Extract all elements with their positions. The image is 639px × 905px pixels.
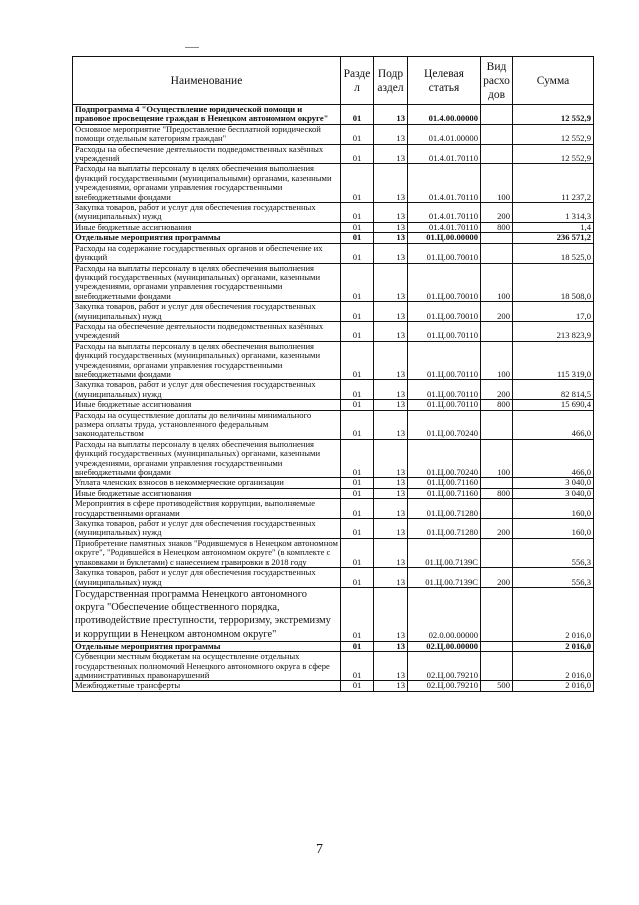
row-tselevaya-statya: 01.Ц.00.70010	[408, 263, 481, 302]
row-razdel: 01	[341, 410, 374, 439]
row-tselevaya-statya: 01.Ц.00.71280	[408, 519, 481, 539]
table-row	[73, 302, 594, 322]
table-body	[73, 105, 594, 692]
row-name: Уплата членских взносов в некоммерческие организации	[73, 478, 341, 488]
row-summa: 3 040,0	[513, 488, 594, 498]
table-row	[73, 410, 594, 439]
table-row	[73, 519, 594, 539]
row-tselevaya-statya: 01.Ц.00.70110	[408, 321, 481, 341]
row-razdel: 01	[341, 243, 374, 263]
row-summa: 12 552,9	[513, 144, 594, 164]
row-podrazdel: 13	[374, 499, 408, 519]
row-razdel: 01	[341, 302, 374, 322]
row-summa: 18 525,0	[513, 243, 594, 263]
table-row	[73, 203, 594, 223]
row-podrazdel: 13	[374, 587, 408, 641]
table-row	[73, 499, 594, 519]
row-tselevaya-statya: 01.4.01.70110	[408, 164, 481, 203]
row-razdel: 01	[341, 203, 374, 223]
row-vid-raskhodov: 200	[481, 302, 513, 322]
row-name: Межбюджетные трансферты	[73, 681, 341, 691]
row-tselevaya-statya: 01.Ц.00.70010	[408, 243, 481, 263]
row-vid-raskhodov	[481, 233, 513, 243]
row-vid-raskhodov	[481, 105, 513, 125]
row-podrazdel: 13	[374, 222, 408, 232]
row-name: Расходы на обеспечение деятельности подведомственных казённых учреждений	[73, 144, 341, 164]
row-podrazdel: 13	[374, 144, 408, 164]
row-vid-raskhodov	[481, 243, 513, 263]
row-razdel: 01	[341, 233, 374, 243]
row-vid-raskhodov: 200	[481, 519, 513, 539]
header-tselevaya-statya: Целевая статья	[408, 57, 481, 105]
header-summa: Сумма	[513, 57, 594, 105]
row-name: Расходы на выплаты персоналу в целях обеспечения выполнения функций государственных (муниципальных) органами, казенными учреждениями, органами управления государственными внебюджетными фондами	[73, 263, 341, 302]
row-razdel: 01	[341, 652, 374, 681]
row-tselevaya-statya: 01.Ц.00.00000	[408, 233, 481, 243]
row-summa: 2 016,0	[513, 652, 594, 681]
row-summa: 3 040,0	[513, 478, 594, 488]
row-name: Приобретение памятных знаков "Родившемуся в Ненецком автономном округе", "Родившейся в Ненецком автономном округе" (в комплекте с упаковками и буклетами) с нанесением гравировки в 2018 году	[73, 538, 341, 567]
header-name: Наименование	[73, 57, 341, 105]
row-vid-raskhodov: 800	[481, 400, 513, 410]
row-podrazdel: 13	[374, 124, 408, 144]
row-summa: 12 552,9	[513, 124, 594, 144]
row-summa: 11 237,2	[513, 164, 594, 203]
row-podrazdel: 13	[374, 538, 408, 567]
row-tselevaya-statya: 01.Ц.00.70240	[408, 410, 481, 439]
row-summa: 160,0	[513, 499, 594, 519]
row-vid-raskhodov	[481, 478, 513, 488]
row-tselevaya-statya: 01.4.01.70110	[408, 222, 481, 232]
row-razdel: 01	[341, 144, 374, 164]
row-name: Отдельные мероприятия программы	[73, 233, 341, 243]
row-name: Расходы на выплаты персоналу в целях обеспечения выполнения функций государственными (муниципальными) органами, казенными учреждениями, органами управления государственными внебюджетными фондами	[73, 164, 341, 203]
table-row	[73, 144, 594, 164]
table-row	[73, 124, 594, 144]
row-summa: 17,0	[513, 302, 594, 322]
row-tselevaya-statya: 01.Ц.00.70110	[408, 400, 481, 410]
row-summa: 18 508,0	[513, 263, 594, 302]
header-podrazdel: Подр аздел	[374, 57, 408, 105]
table-row	[73, 105, 594, 125]
row-summa: 466,0	[513, 410, 594, 439]
row-summa: 160,0	[513, 519, 594, 539]
row-summa: 1,4	[513, 222, 594, 232]
row-podrazdel: 13	[374, 400, 408, 410]
table-row	[73, 587, 594, 641]
row-name: Закупка товаров, работ и услуг для обеспечения государственных (муниципальных) нужд	[73, 302, 341, 322]
row-summa: 2 016,0	[513, 681, 594, 691]
row-razdel: 01	[341, 400, 374, 410]
header-razdel: Разде л	[341, 57, 374, 105]
row-podrazdel: 13	[374, 478, 408, 488]
row-podrazdel: 13	[374, 410, 408, 439]
row-razdel: 01	[341, 263, 374, 302]
row-tselevaya-statya: 01.Ц.00.70240	[408, 439, 481, 478]
row-razdel: 01	[341, 538, 374, 567]
row-tselevaya-statya: 01.4.01.70110	[408, 144, 481, 164]
row-summa: 115 319,0	[513, 341, 594, 380]
row-podrazdel: 13	[374, 203, 408, 223]
table-row	[73, 538, 594, 567]
row-name: Иные бюджетные ассигнования	[73, 400, 341, 410]
row-vid-raskhodov: 800	[481, 222, 513, 232]
row-tselevaya-statya: 01.Ц.00.70110	[408, 341, 481, 380]
row-summa: 1 314,3	[513, 203, 594, 223]
row-razdel: 01	[341, 681, 374, 691]
row-name: Мероприятия в сфере противодействия коррупции, выполняемые государственными органами	[73, 499, 341, 519]
row-vid-raskhodov: 100	[481, 341, 513, 380]
row-razdel: 01	[341, 488, 374, 498]
row-razdel: 01	[341, 478, 374, 488]
row-vid-raskhodov	[481, 587, 513, 641]
row-tselevaya-statya: 01.Ц.00.7139С	[408, 538, 481, 567]
row-summa: 2 016,0	[513, 641, 594, 651]
row-name: Отдельные мероприятия программы	[73, 641, 341, 651]
table-row	[73, 233, 594, 243]
table-row	[73, 222, 594, 232]
row-podrazdel: 13	[374, 233, 408, 243]
row-podrazdel: 13	[374, 568, 408, 588]
row-name: Закупка товаров, работ и услуг для обеспечения государственных (муниципальных) нужд	[73, 380, 341, 400]
row-vid-raskhodov	[481, 641, 513, 651]
row-tselevaya-statya: 01.Ц.00.71160	[408, 478, 481, 488]
row-tselevaya-statya: 01.Ц.00.70110	[408, 380, 481, 400]
row-razdel: 01	[341, 222, 374, 232]
row-razdel: 01	[341, 499, 374, 519]
row-podrazdel: 13	[374, 243, 408, 263]
row-summa: 213 823,9	[513, 321, 594, 341]
page-number: 7	[316, 842, 323, 857]
table-row	[73, 478, 594, 488]
header-vid-raskhodov: Вид расхо дов	[481, 57, 513, 105]
row-vid-raskhodov: 200	[481, 568, 513, 588]
row-vid-raskhodov: 100	[481, 439, 513, 478]
row-name: Иные бюджетные ассигнования	[73, 222, 341, 232]
row-summa: 556,3	[513, 568, 594, 588]
row-tselevaya-statya: 01.4.00.00000	[408, 105, 481, 125]
row-summa: 15 690,4	[513, 400, 594, 410]
row-vid-raskhodov	[481, 124, 513, 144]
table-row	[73, 263, 594, 302]
scan-mark	[185, 47, 199, 48]
row-podrazdel: 13	[374, 681, 408, 691]
row-vid-raskhodov	[481, 652, 513, 681]
row-razdel: 01	[341, 587, 374, 641]
row-razdel: 01	[341, 641, 374, 651]
row-name: Субвенции местным бюджетам на осуществление отдельных государственных полномочий Ненецкого автономного округа в сфере административных правонарушений	[73, 652, 341, 681]
row-tselevaya-statya: 01.Ц.00.70010	[408, 302, 481, 322]
row-podrazdel: 13	[374, 488, 408, 498]
row-name: Подпрограмма 4 "Осуществление юридической помощи и правовое просвещение граждан в Ненецком автономном округе"	[73, 105, 341, 125]
row-razdel: 01	[341, 124, 374, 144]
row-podrazdel: 13	[374, 302, 408, 322]
row-name: Расходы на выплаты персоналу в целях обеспечения выполнения функций государственных (муниципальных) органами, казенными учреждениями, органами управления государственными внебюджетными фондами	[73, 341, 341, 380]
row-name: Закупка товаров, работ и услуг для обеспечения государственных (муниципальных) нужд	[73, 203, 341, 223]
table-row	[73, 321, 594, 341]
row-razdel: 01	[341, 568, 374, 588]
row-tselevaya-statya: 02.0.00.00000	[408, 587, 481, 641]
row-razdel: 01	[341, 321, 374, 341]
table-row	[73, 400, 594, 410]
row-vid-raskhodov: 200	[481, 380, 513, 400]
row-podrazdel: 13	[374, 439, 408, 478]
row-tselevaya-statya: 01.Ц.00.7139С	[408, 568, 481, 588]
row-name: Закупка товаров, работ и услуг для обеспечения государственных (муниципальных) нужд	[73, 568, 341, 588]
table-row	[73, 681, 594, 691]
row-name: Закупка товаров, работ и услуг для обеспечения государственных (муниципальных) нужд	[73, 519, 341, 539]
row-name: Государственная программа Ненецкого автономного округа "Обеспечение общественного порядка, противодействие преступности, терроризму, экстремизму и коррупции в Ненецком автономном округе"	[73, 587, 341, 641]
row-summa: 556,3	[513, 538, 594, 567]
row-vid-raskhodov	[481, 410, 513, 439]
row-name: Расходы на выплаты персоналу в целях обеспечения выполнения функций государственных (муниципальных) органами, казенными учреждениями, органами управления государственными внебюджетными фондами	[73, 439, 341, 478]
table-row	[73, 243, 594, 263]
row-tselevaya-statya: 02.Ц.00.79210	[408, 652, 481, 681]
row-vid-raskhodov: 500	[481, 681, 513, 691]
table-row	[73, 488, 594, 498]
row-podrazdel: 13	[374, 341, 408, 380]
row-podrazdel: 13	[374, 105, 408, 125]
row-podrazdel: 13	[374, 321, 408, 341]
row-vid-raskhodov: 800	[481, 488, 513, 498]
table-header-row	[73, 57, 594, 105]
row-vid-raskhodov	[481, 321, 513, 341]
row-name: Расходы на содержание государственных органов и обеспечение их функций	[73, 243, 341, 263]
row-podrazdel: 13	[374, 380, 408, 400]
row-tselevaya-statya: 02.Ц.00.00000	[408, 641, 481, 651]
budget-table	[72, 56, 594, 692]
row-vid-raskhodov: 200	[481, 203, 513, 223]
row-podrazdel: 13	[374, 164, 408, 203]
row-name: Расходы на обеспечение деятельности подведомственных казённых учреждений	[73, 321, 341, 341]
row-tselevaya-statya: 01.Ц.00.71280	[408, 499, 481, 519]
row-vid-raskhodov	[481, 144, 513, 164]
row-podrazdel: 13	[374, 263, 408, 302]
row-summa: 82 814,5	[513, 380, 594, 400]
row-razdel: 01	[341, 105, 374, 125]
row-razdel: 01	[341, 164, 374, 203]
row-vid-raskhodov: 100	[481, 164, 513, 203]
row-summa: 466,0	[513, 439, 594, 478]
row-name: Расходы на осуществление доплаты до величины минимального размера оплаты труда, установленного федеральным законодательством	[73, 410, 341, 439]
row-vid-raskhodov: 100	[481, 263, 513, 302]
row-vid-raskhodov	[481, 538, 513, 567]
row-podrazdel: 13	[374, 652, 408, 681]
row-razdel: 01	[341, 341, 374, 380]
table-row	[73, 568, 594, 588]
table-row	[73, 164, 594, 203]
row-name: Основное мероприятие "Предоставление бесплатной юридической помощи отдельным категориям граждан"	[73, 124, 341, 144]
table-row	[73, 341, 594, 380]
table-row	[73, 380, 594, 400]
row-podrazdel: 13	[374, 519, 408, 539]
row-name: Иные бюджетные ассигнования	[73, 488, 341, 498]
row-tselevaya-statya: 01.4.01.00000	[408, 124, 481, 144]
row-summa: 12 552,9	[513, 105, 594, 125]
row-podrazdel: 13	[374, 641, 408, 651]
row-summa: 2 016,0	[513, 587, 594, 641]
row-summa: 236 571,2	[513, 233, 594, 243]
row-tselevaya-statya: 02.Ц.00.79210	[408, 681, 481, 691]
table-row	[73, 652, 594, 681]
row-tselevaya-statya: 01.Ц.00.71160	[408, 488, 481, 498]
row-razdel: 01	[341, 439, 374, 478]
row-razdel: 01	[341, 519, 374, 539]
table-row	[73, 641, 594, 651]
row-razdel: 01	[341, 380, 374, 400]
row-tselevaya-statya: 01.4.01.70110	[408, 203, 481, 223]
table-row	[73, 439, 594, 478]
row-vid-raskhodov	[481, 499, 513, 519]
